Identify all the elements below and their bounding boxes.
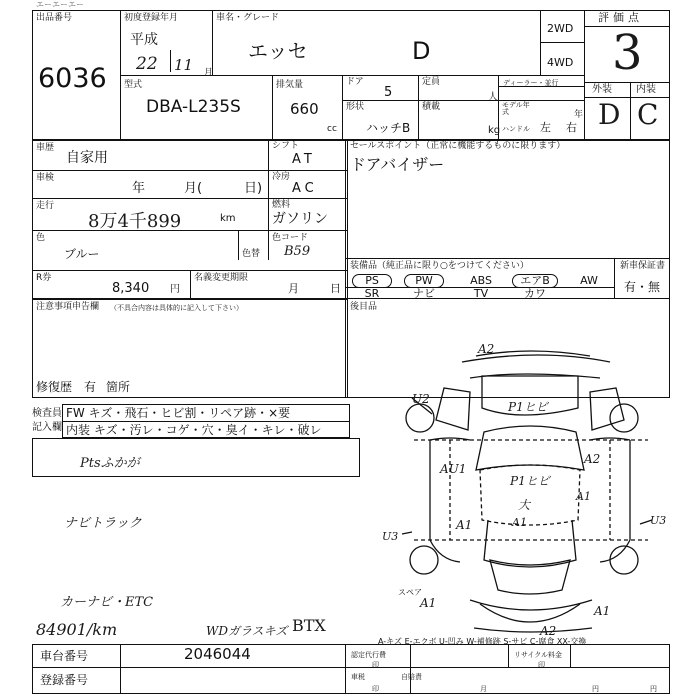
footer-month: 月 bbox=[480, 685, 487, 693]
equip-pw: PW bbox=[404, 274, 444, 288]
aircon-label: 冷房 bbox=[272, 172, 291, 182]
footer-tax: 車税 bbox=[351, 673, 365, 681]
registration-month: 11 bbox=[174, 56, 194, 74]
mark-3: P1ヒビ bbox=[508, 400, 548, 414]
mileage-label: 走行 bbox=[36, 201, 55, 211]
load-label: 積載 bbox=[422, 102, 441, 112]
repair-label: 修復歴 bbox=[36, 380, 73, 394]
mileage-unit: km bbox=[220, 213, 236, 224]
handwritten-line-6: BTX bbox=[292, 616, 326, 635]
repair-unit: 箇所 bbox=[106, 380, 131, 394]
mileage-value: 8万4千899 bbox=[88, 211, 182, 232]
mark-11: A1 bbox=[512, 516, 527, 529]
capacity-unit: 人 bbox=[488, 92, 498, 103]
name-change-label: 名義変更期限 bbox=[194, 273, 249, 283]
model-year-unit: 年 bbox=[574, 110, 584, 120]
handwritten-line-4: 84901/km bbox=[36, 620, 118, 639]
mark-9: U3 bbox=[382, 530, 399, 543]
spare-label: スペア bbox=[398, 588, 422, 597]
equip-abs: ABS bbox=[470, 274, 492, 287]
equip-navi: ナビ bbox=[413, 287, 435, 300]
equip-aw: AW bbox=[580, 274, 598, 287]
chassis-value: 2046044 bbox=[184, 645, 251, 663]
load-unit: kg bbox=[488, 125, 501, 136]
notes-sub: （不具合内容は具体的に記入して下さい） bbox=[110, 304, 243, 312]
model-code: DBA-L235S bbox=[146, 97, 241, 117]
mark-2: U2 bbox=[412, 392, 430, 406]
registration-month-unit: 月 bbox=[204, 68, 214, 78]
new-warranty-label: 新車保証書 bbox=[620, 261, 666, 271]
mark-5: A2 bbox=[584, 452, 601, 466]
handle-left: 左 bbox=[540, 121, 551, 134]
engine-value: 660 bbox=[290, 100, 319, 118]
inspection-day: 日) bbox=[244, 181, 263, 196]
repair-value: 有 bbox=[84, 380, 97, 394]
fuel-value: ガソリン bbox=[272, 211, 328, 227]
mark-1: A2 bbox=[478, 342, 495, 356]
sales-point-label: セールスポイント（正常に機能するものに限ります） bbox=[350, 141, 566, 151]
notes-label: 注意事項申告欄 bbox=[36, 302, 100, 312]
footer-recycle-fee: リサイクル料金 bbox=[514, 651, 563, 659]
handle-right: 右 bbox=[566, 121, 577, 134]
handwritten-line-2: ナビトラック bbox=[64, 516, 142, 531]
plate-label: 登録番号 bbox=[40, 673, 89, 687]
mark-6: AU1 bbox=[440, 462, 467, 476]
mark-10: U3 bbox=[650, 514, 667, 527]
rear-seat-label: 後目品 bbox=[350, 302, 378, 312]
dealer-label: ディーラー・並行 bbox=[503, 79, 559, 87]
doors-label: ドア bbox=[346, 77, 364, 87]
registration-era: 平成 bbox=[130, 32, 158, 48]
handwritten-line-5: WDガラスキズ bbox=[206, 624, 288, 638]
color-code-value: B59 bbox=[284, 244, 311, 259]
mark-13: A1 bbox=[420, 596, 437, 610]
model-label: 型式 bbox=[124, 80, 143, 90]
footer-insurance: 自賠責 bbox=[401, 673, 422, 681]
doors-value: 5 bbox=[384, 85, 393, 100]
footer-seal-1: 印 bbox=[372, 661, 379, 669]
checker-line-1: FW キズ・飛石・ヒビ割・リペア跡・×要 bbox=[66, 406, 291, 420]
mark-8: A1 bbox=[576, 490, 591, 503]
shift-value: AT bbox=[292, 152, 316, 167]
listing-label: 出品番号 bbox=[36, 13, 73, 23]
aircon-value: AC bbox=[292, 181, 318, 196]
name-change-day: 日 bbox=[330, 282, 341, 295]
equip-airbag: エアB bbox=[512, 274, 558, 288]
color-repaint-label: 色替 bbox=[242, 249, 261, 259]
engine-unit: cc bbox=[327, 124, 337, 134]
shift-label: シフト bbox=[272, 141, 300, 151]
score-value: 3 bbox=[612, 25, 643, 81]
checker-label-1: 検査員 bbox=[32, 408, 62, 419]
engine-label: 排気量 bbox=[276, 80, 304, 90]
handwritten-line-3: カーナビ・ETC bbox=[60, 595, 154, 610]
checker-line-2: 内装 キズ・汚レ・コゲ・穴・臭イ・キレ・破レ bbox=[66, 423, 322, 437]
mark-12: A2 bbox=[540, 624, 557, 638]
listing-number: 6036 bbox=[38, 63, 107, 94]
exterior-value: D bbox=[598, 98, 621, 131]
inspection-month: 月( bbox=[184, 181, 203, 196]
color-value: ブルー bbox=[64, 247, 100, 261]
equip-sr: SR bbox=[364, 287, 380, 300]
mark-7: P1ヒビ bbox=[510, 474, 550, 488]
vehicle-name: エッセ bbox=[248, 39, 308, 63]
sales-point-text: ドアバイザー bbox=[350, 155, 445, 174]
equip-tv: TV bbox=[473, 287, 489, 300]
drive-2wd: 2WD bbox=[547, 22, 574, 35]
recycle-label: R券 bbox=[36, 273, 52, 283]
inspection-year: 年 bbox=[132, 181, 146, 196]
mark-4: A1 bbox=[456, 518, 473, 532]
recycle-unit: 円 bbox=[170, 284, 180, 295]
model-year-label: モデル年式 bbox=[502, 101, 530, 116]
equip-leather: カワ bbox=[524, 287, 546, 300]
vehicle-grade: D bbox=[412, 37, 431, 65]
footer-yen-2: 円 bbox=[650, 685, 657, 693]
shape-value: ハッチB bbox=[366, 121, 411, 135]
new-warranty-value: 有・無 bbox=[624, 280, 661, 294]
damage-legend: A-キズ E-エクボ U-凹み W-補修跡 S-サビ C-腐食 XX-交換 bbox=[378, 637, 587, 646]
color-code-label: 色コード bbox=[272, 233, 309, 243]
name-change-month: 月 bbox=[288, 282, 299, 295]
shape-label: 形状 bbox=[346, 102, 365, 112]
handwritten-line-1: Ptsふかが bbox=[80, 456, 140, 471]
interior-value: C bbox=[637, 98, 659, 131]
capacity-label: 定員 bbox=[422, 77, 441, 87]
exterior-label: 外装 bbox=[592, 84, 612, 95]
score-label: 評価点 bbox=[598, 11, 643, 24]
handle-label: ハンドル bbox=[502, 125, 530, 133]
color-label: 色 bbox=[36, 233, 46, 243]
registration-label: 初度登録年月 bbox=[124, 13, 179, 23]
mark-14: A1 bbox=[594, 604, 611, 618]
footer-seal-3: 印 bbox=[372, 685, 379, 693]
inspection-label: 車検 bbox=[36, 173, 55, 183]
footer-yen-1: 円 bbox=[592, 685, 599, 693]
chassis-label: 車台番号 bbox=[40, 649, 89, 663]
drive-4wd: 4WD bbox=[547, 56, 574, 69]
recycle-value: 8,340 bbox=[112, 281, 150, 296]
history-label: 車歴 bbox=[36, 143, 55, 153]
footer-cert: 認定代行費 bbox=[351, 651, 386, 659]
interior-label: 内装 bbox=[636, 84, 656, 95]
footer-seal-2: 印 bbox=[538, 661, 545, 669]
history-value: 自家用 bbox=[66, 150, 108, 166]
checker-label-2: 記入欄 bbox=[32, 422, 62, 433]
fuel-label: 燃料 bbox=[272, 200, 291, 210]
equip-ps: PS bbox=[352, 274, 392, 288]
mark-15: 大 bbox=[518, 498, 531, 512]
vehicle-name-label: 車名・グレード bbox=[216, 13, 280, 23]
top-partial-text: エーエーエー bbox=[36, 0, 84, 9]
registration-year: 22 bbox=[136, 54, 158, 74]
equipment-label: 装備品（純正品に限り○をつけてください） bbox=[350, 261, 529, 271]
